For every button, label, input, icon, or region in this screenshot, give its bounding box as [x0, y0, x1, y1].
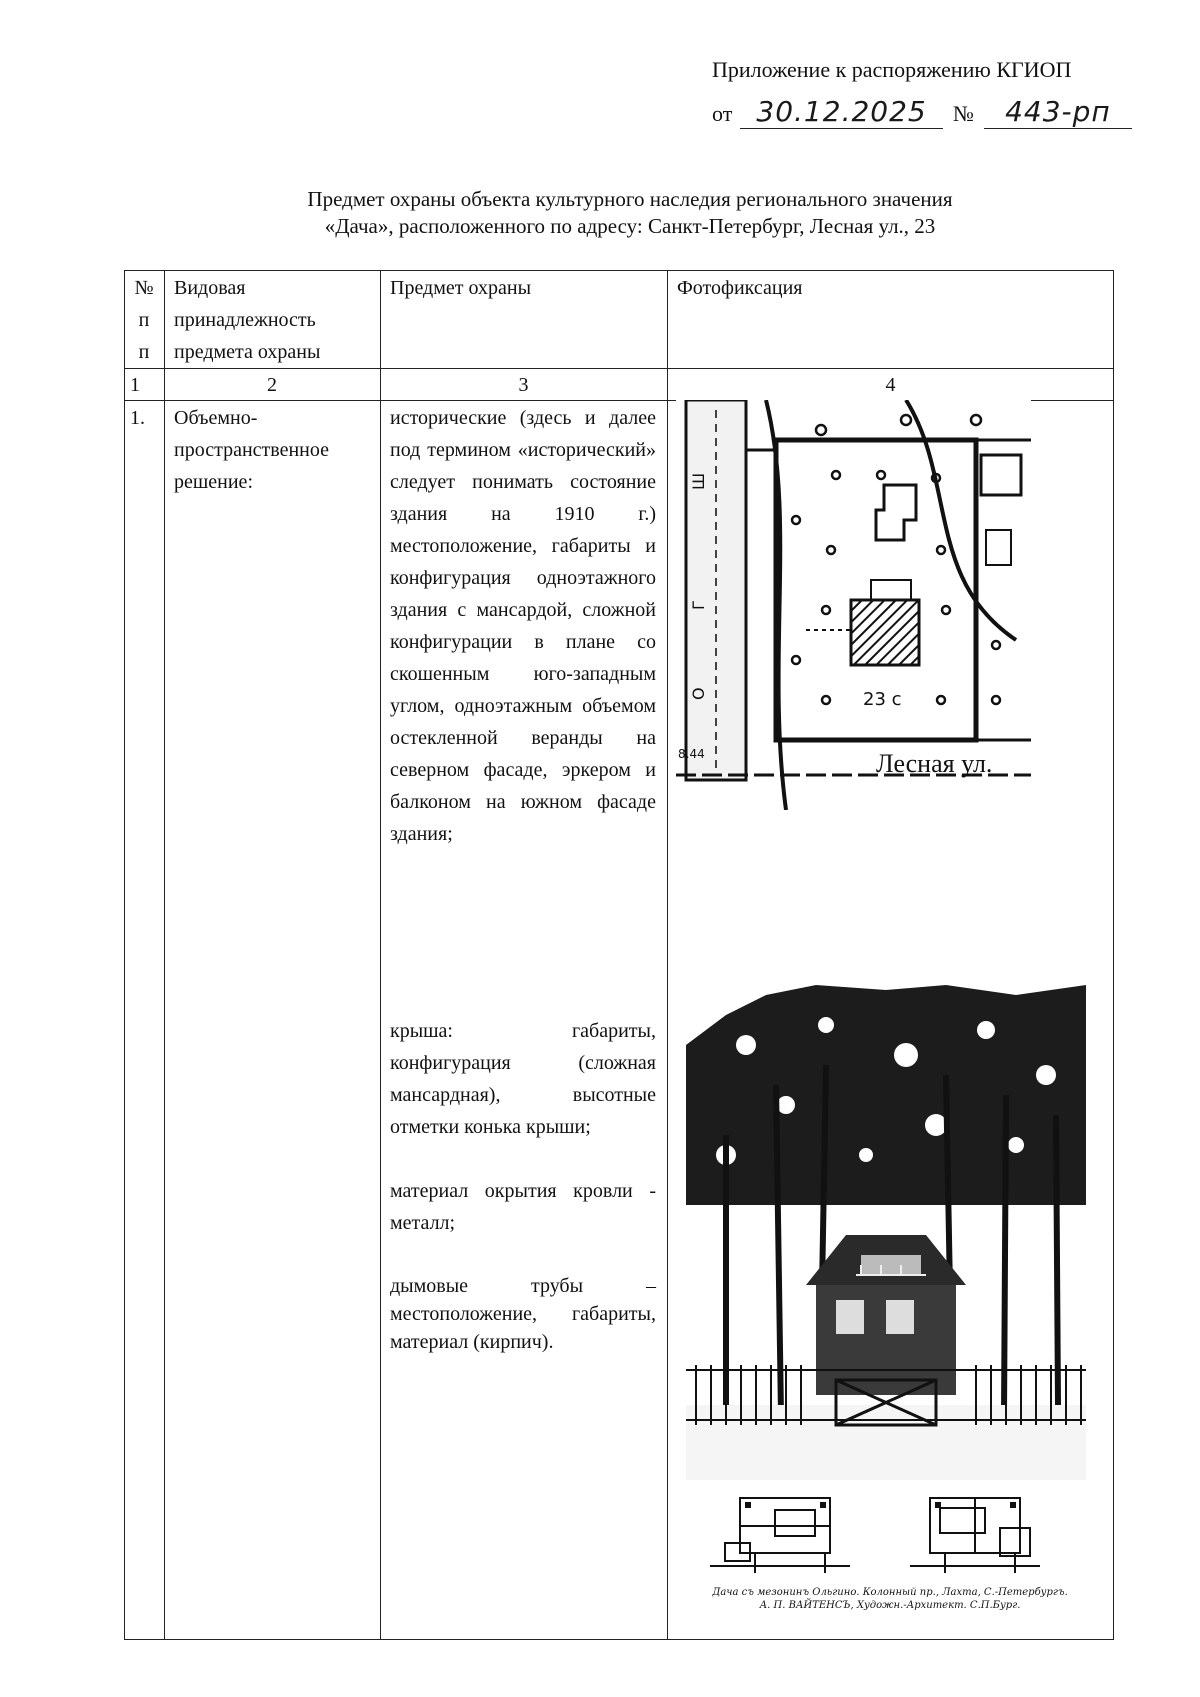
- side-dimension-label: 8.44: [678, 747, 705, 761]
- header-text: Фотофиксация: [677, 277, 803, 299]
- subject-paragraph-building: исторические (здесь и далее под термином «исторический» следует понимать состояние здания на 1910 г.) местоположение, габариты и конфигурация одноэтажного здания с мансардой, сложной конфигурации в плане со скошенным юго-западным углом, одноэтажным объемом остекленной веранды на северном фасаде, эркером и балконом на южном фасаде здания;: [390, 407, 656, 845]
- table-divider: [164, 270, 165, 1640]
- header-text: Видовая: [174, 277, 246, 299]
- category-text: Объемно-: [174, 407, 258, 429]
- header-text: п: [138, 309, 150, 331]
- header-text: №: [134, 277, 154, 299]
- site-plan-image: [676, 400, 1031, 810]
- appendix-header: [712, 56, 1132, 129]
- row-category: [174, 402, 374, 498]
- subject-paragraph-chimneys: дымовые трубы – местоположение, габариты, материал (кирпич).: [390, 1275, 656, 1353]
- document-title: [120, 186, 1140, 241]
- index-cell: 3: [518, 374, 529, 396]
- floor-plans-drawing: [700, 1488, 1080, 1578]
- header-col-category: [174, 272, 374, 368]
- header-col-subject: [390, 272, 660, 304]
- table-divider: [380, 270, 381, 1640]
- header-text: Предмет охраны: [390, 277, 532, 299]
- header-text: принадлежность: [174, 309, 316, 331]
- appendix-title: Приложение к распоряжению КГИОП: [712, 57, 1072, 82]
- header-col-photo: [677, 272, 1097, 304]
- svg-text:Ш: Ш: [689, 472, 708, 490]
- document-title-line2: «Дача», расположенного по адресу: Санкт-Петербург, Лесная ул., 23: [324, 214, 936, 239]
- svg-text:Г: Г: [689, 600, 708, 610]
- index-cell: 4: [885, 374, 896, 396]
- house-number-label: 23 с: [863, 689, 902, 710]
- floor-plans-image: [700, 1488, 1080, 1628]
- photo-caption: [700, 1586, 1080, 1612]
- order-date-number: [712, 94, 1132, 129]
- svg-text:О: О: [689, 687, 708, 700]
- photo-caption-line1: Дача съ мезонинъ Ольгино. Колонный пр., Лахта, С.-Петербургъ.: [712, 1587, 1068, 1598]
- handwritten-number: 443-рп: [984, 98, 1132, 129]
- historic-photo-drawing: [686, 985, 1086, 1480]
- site-plan-drawing: [676, 400, 1031, 810]
- table-divider: [667, 270, 668, 1640]
- subject-paragraph-roof: крыша: габариты, конфигурация (сложная мансардная), высотные отметки конька крыши;: [390, 1020, 656, 1138]
- handwritten-date: 30.12.2025: [740, 98, 943, 129]
- index-cell: 1: [130, 374, 140, 396]
- table-divider: [124, 368, 1114, 369]
- photo-caption-line2: А. П. ВАЙТЕНСЪ, Художн.-Архитект. С.П.Бург.: [759, 1600, 1021, 1611]
- header-text: предмета охраны: [174, 341, 321, 363]
- street-label: Лесная ул.: [876, 749, 993, 778]
- from-label: от: [712, 100, 733, 126]
- header-text: п: [138, 341, 150, 363]
- row-number: 1.: [130, 407, 145, 429]
- category-text: пространственное: [174, 439, 329, 461]
- index-cell: 2: [267, 374, 277, 396]
- subject-paragraph-roofing: материал окрытия кровли - металл;: [390, 1180, 656, 1234]
- category-text: решение:: [174, 471, 253, 493]
- document-title-line1: Предмет охраны объекта культурного наследия регионального значения: [307, 187, 953, 211]
- header-col-number: [124, 272, 164, 368]
- historic-photo: [686, 985, 1086, 1480]
- number-label: №: [952, 100, 974, 126]
